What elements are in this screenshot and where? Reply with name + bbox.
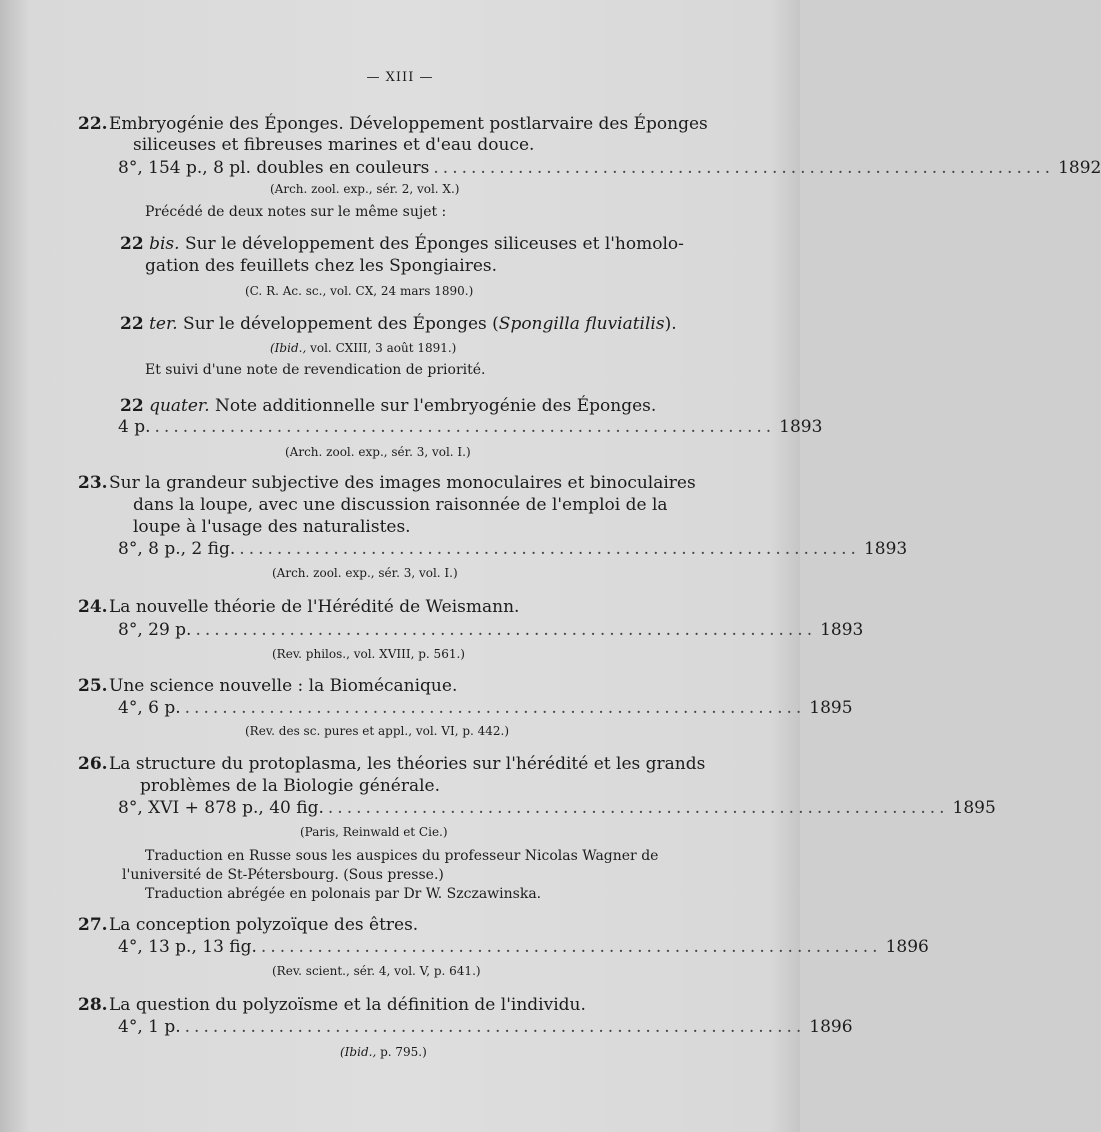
entry-source: (Arch. zool. exp., sér. 3, vol. I.): [285, 445, 471, 459]
entry-format: 8°, 29 p.: [118, 620, 192, 640]
entry-format: 4°, 13 p., 13 fig.: [118, 937, 257, 957]
entry-format-row: [118, 1017, 853, 1037]
entry-format-row: [118, 798, 996, 818]
entry-format-row: [118, 158, 1101, 178]
entry-source: (Rev. philos., vol. XVIII, p. 561.): [272, 647, 465, 661]
entry-source: [340, 1045, 427, 1059]
entry-note: l'université de St-Pétersbourg. (Sous presse.): [122, 867, 444, 883]
sub-entry-quater: [120, 396, 656, 416]
dot-leader: ..................................................................: [184, 1017, 806, 1037]
entry-note: Précédé de deux notes sur le même sujet :: [145, 204, 447, 220]
entry-title-line: Une science nouvelle : la Biomécanique.: [109, 676, 458, 696]
entry-year: 1893: [820, 620, 864, 640]
entry-number: 23.: [78, 473, 108, 493]
sub-entry-text: Sur le développement des Éponges siliceuses et l'homolo-: [184, 234, 684, 254]
entry-source: (C. R. Ac. sc., vol. CX, 24 mars 1890.): [245, 284, 474, 298]
entry-title-line: loupe à l'usage des naturalistes.: [133, 517, 411, 537]
entry-title-line: La structure du protoplasma, les théories sur l'hérédité et les grands: [109, 754, 706, 774]
sub-entry-text: gation des feuillets chez les Spongiaires.: [145, 256, 498, 276]
entry-title-line: dans la loupe, avec une discussion raisonnée de l'emploi de la: [133, 495, 668, 515]
sub-entry-label: bis.: [149, 234, 180, 254]
page-number: — XIII —: [366, 70, 434, 85]
dot-leader: ..................................................................: [239, 539, 860, 559]
entry-source: (Paris, Reinwald et Cie.): [300, 825, 448, 839]
entry-year: 1896: [885, 937, 929, 957]
dot-leader: ..................................................................: [433, 158, 1055, 178]
entry-format-row: [118, 417, 823, 437]
entry-source: (Rev. scient., sér. 4, vol. V, p. 641.): [272, 964, 481, 978]
entry-title-line: problèmes de la Biologie générale.: [140, 776, 440, 796]
entry-title-line: Sur la grandeur subjective des images monoculaires et binoculaires: [109, 473, 696, 493]
entry-format-row: [118, 698, 853, 718]
entry-note: Traduction en Russe sous les auspices du professeur Nicolas Wagner de: [145, 848, 659, 864]
entry-note: Traduction abrégée en polonais par Dr W. Szczawinska.: [145, 886, 542, 902]
entry-source: (Arch. zool. exp., sér. 3, vol. I.): [272, 566, 458, 580]
entry-number: 22.: [78, 114, 108, 134]
dot-leader: ..................................................................: [327, 798, 949, 818]
entry-note: Et suivi d'une note de revendication de priorité.: [145, 362, 486, 378]
entry-year: 1895: [952, 798, 996, 818]
entry-year: 1892: [1058, 158, 1101, 178]
dot-leader: ..................................................................: [260, 937, 882, 957]
entry-source: [270, 341, 456, 355]
entry-number: 27.: [78, 915, 108, 935]
entry-year: 1893: [863, 539, 908, 559]
sub-entry-number: 22: [120, 234, 144, 254]
dot-leader: ..................................................................: [195, 620, 817, 640]
entry-number: 25.: [78, 676, 108, 696]
entry-title-line: La question du polyzoïsme et la définition de l'individu.: [109, 995, 586, 1015]
entry-format-row: [118, 539, 908, 559]
dot-leader: ..................................................................: [154, 417, 776, 437]
entry-year: 1896: [809, 1017, 853, 1037]
entry-number: 24.: [78, 597, 108, 617]
entry-format: 4°, 1 p.: [118, 1017, 181, 1037]
entry-title-line: Embryogénie des Éponges. Développement postlarvaire des Éponges: [109, 114, 708, 134]
source-detail: p. 795.): [380, 1045, 427, 1059]
entry-source: (Arch. zool. exp., sér. 2, vol. X.): [270, 182, 460, 196]
sub-entry-text: ).: [664, 314, 677, 334]
source-detail: vol. CXIII, 3 août 1891.): [310, 341, 457, 355]
sub-entry-bis: [120, 234, 684, 254]
source-ibid: (Ibid.,: [340, 1045, 377, 1059]
sub-entry-number: 22: [120, 314, 144, 334]
entry-title-line: La conception polyzoïque des êtres.: [109, 915, 419, 935]
entry-year: 1893: [779, 417, 823, 437]
entry-source: (Rev. des sc. pures et appl., vol. VI, p. 442.): [245, 724, 510, 738]
entry-format: 4°, 6 p.: [118, 698, 181, 718]
sub-entry-label: ter.: [149, 314, 178, 334]
sub-entry-text: Note additionnelle sur l'embryogénie des Éponges.: [215, 396, 657, 416]
entry-number: 26.: [78, 754, 108, 774]
sub-entry-label: quater.: [149, 396, 210, 416]
sub-entry-ter: [120, 314, 677, 334]
entry-title-line: siliceuses et fibreuses marines et d'eau douce.: [133, 135, 535, 155]
entry-format-row: [118, 937, 929, 957]
entry-format: 4 p.: [118, 417, 151, 437]
sub-entry-text: Sur le développement des Éponges (: [183, 314, 499, 334]
entry-number: 28.: [78, 995, 108, 1015]
species-name: Spongilla fluviatilis: [498, 314, 665, 334]
entry-format-row: [118, 620, 864, 640]
entry-year: 1895: [809, 698, 853, 718]
entry-format: 8°, XVI + 878 p., 40 fig.: [118, 798, 324, 818]
entry-format: 8°, 154 p., 8 pl. doubles en couleurs: [118, 158, 430, 178]
entry-title-line: La nouvelle théorie de l'Hérédité de Weismann.: [109, 597, 520, 617]
sub-entry-number: 22: [120, 396, 144, 416]
entry-format: 8°, 8 p., 2 fig.: [118, 539, 236, 559]
source-ibid: (Ibid.,: [270, 341, 307, 355]
dot-leader: ..................................................................: [184, 698, 806, 718]
